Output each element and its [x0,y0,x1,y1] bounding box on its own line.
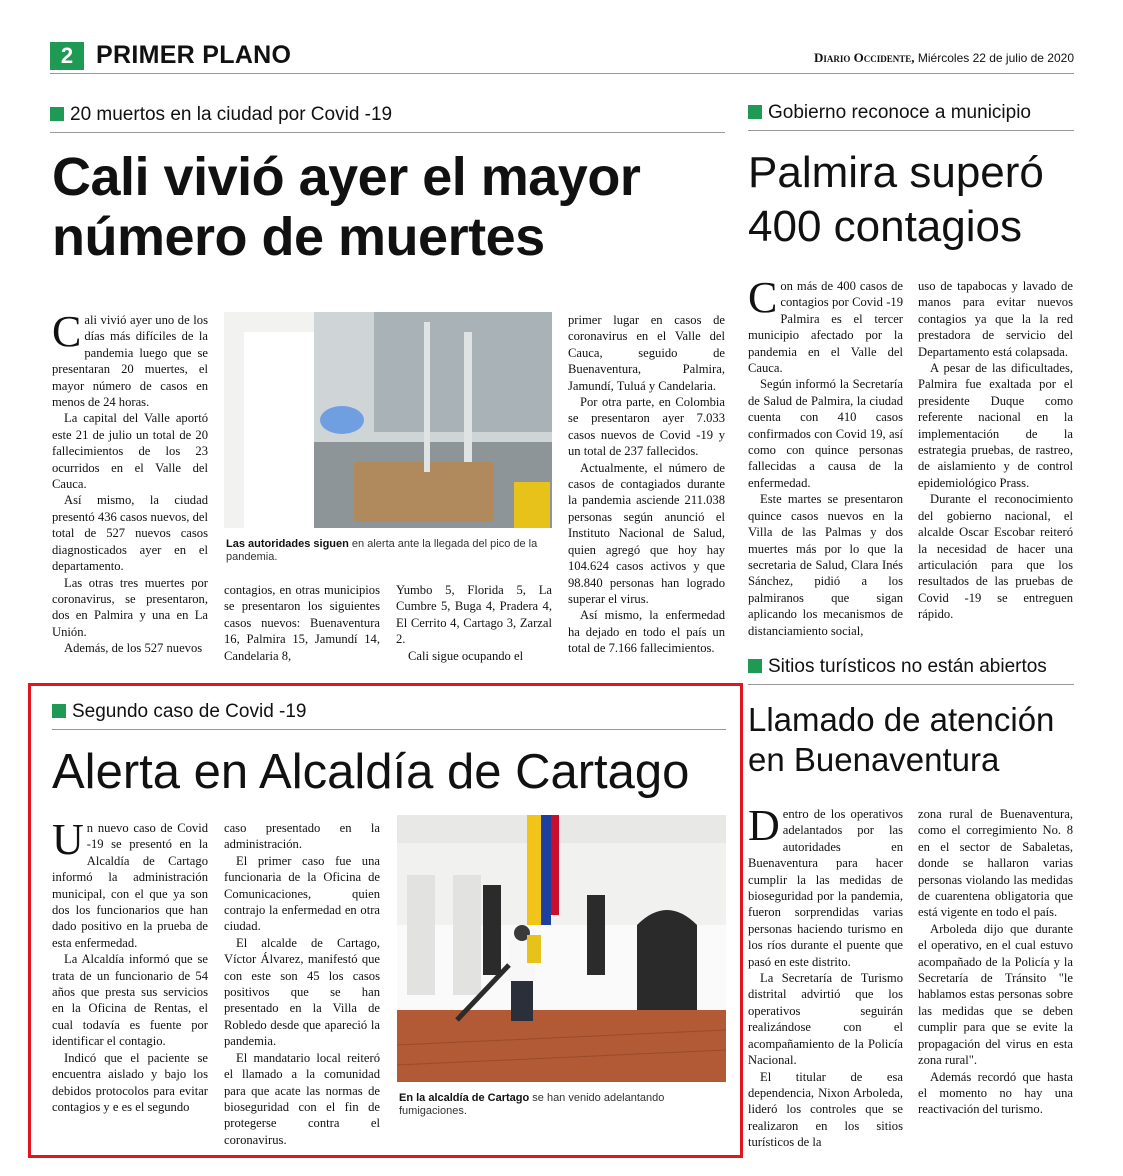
paragraph: Además recordó que hasta el momento no hay una reactivación del turismo. [918,1069,1073,1117]
cali-column-3 [396,582,552,664]
paragraph: Las otras tres muertes por coronavirus, se presentaron, dos en Palmira y una en La Unión. [52,575,208,639]
paragraph: Cali sigue ocupando el [408,648,524,663]
caption-lead: Las autoridades siguen [226,538,349,550]
paragraph: El titular de esa dependencia, Nixon Arboleda, lideró los controles que se realizaron en los sitios turísticos de la [748,1069,903,1150]
paragraph: Así mismo, la ciudad presentó 436 casos nuevos, del total de 527 nuevos casos diagnosticados ayer en el departamento. [52,493,208,574]
kicker-buenaventura [748,656,1074,685]
paragraph: zona rural de Buenaventura, como el corregimiento No. 8 en el sector de Sabaletas, donde se hallaron varias personas violando las medidas de cuarentena obligatoria que está vigente en todo el país. [918,807,1073,920]
paragraph: primer lugar en casos de coronavirus en el Valle del Cauca, seguido de Buenaventura, Palmira, Jamundí, Tuluá y Candelaria. [568,313,725,393]
caption-lab [226,538,552,564]
paragraph: n nuevo caso de Covid -19 se presentó en la Alcaldía de Cartago informó la administración municipal, con el que ya son dos los funcionarios que han dado positivo en la prueba de esta enfermedad. [52,821,208,950]
photo-fumigation [397,815,726,1082]
caption-text: en alerta ante la llegada del pico de la pandemia. [226,538,538,563]
paragraph: La Alcaldía informó que se trata de un funcionario de 54 años que presta sus servicios en la Oficina de Rentas, el cual todavía es fuente por identificar el contagio. [52,952,208,1049]
buenaventura-column-1 [748,801,903,1151]
kicker-text: Gobierno reconoce a municipio [768,102,1031,123]
caption-fumigation [399,1092,725,1118]
green-square-icon [52,704,66,718]
cali-column-4 [568,312,725,657]
paragraph: Yumbo 5, Florida 5, La Cumbre 5, Buga 4, Pradera 4, El Cerrito 4, Cartago 3, Zarzal 2. [396,583,552,647]
paragraph: Así mismo, la enfermedad ha dejado en todo el país un total de 7.166 fallecimientos. [568,608,725,656]
buenaventura-column-2 [918,806,1073,1118]
paragraph: El primer caso fue una funcionaria de la Oficina de Comunicaciones, quien contrajo la enfermedad en otra ciudad. [224,853,380,934]
paragraph: La capital del Valle aportó este 21 de julio un total de 20 fallecimientos de los 23 ocurridos en el Valle del Cauca. [52,411,208,492]
paragraph: Según informó la Secretaría de Salud de Palmira, la ciudad cuenta con 410 casos confirmados con Covid 19, así como con quince personas fallecidas a causa de la enfermedad. [748,377,903,490]
paragraph: Indicó que el paciente se encuentra aislado y bajo los debidos protocolos para evitar contagios y e es el segundo [52,1050,208,1114]
green-square-icon [748,659,762,673]
headline-palmira: Palmira superó 400 contagios [748,148,1044,251]
paragraph: Arboleda dijo que durante el operativo, en el cual estuvo acompañado de la Policía y la Secretaría de Tránsito "le hablamos estas personas sobre las medidas que se deben cumplir para que se evite la propagación del virus en esta zona rural". [918,921,1073,1068]
palmira-column-2 [918,278,1073,623]
kicker-text: 20 muertos en la ciudad por Covid -19 [70,104,393,125]
paragraph: Actualmente, el número de casos de contagiados durante la pandemia asciende 211.038 personas según anunció el Instituto Nacional de Salud, quien agregó que hoy hay 104.624 casos activos y que 98.840 personas han logrado superar el virus. [568,460,725,606]
paragraph: caso presentado en la administración. [224,821,380,852]
palmira-column-1 [748,273,903,639]
kicker-cartago [52,701,726,730]
caption-lead: En la alcaldía de Cartago [399,1092,530,1104]
paragraph: El mandatario local reiteró el llamado a la comunidad para que acate las normas de bioseguridad con el fin de protegerse contra el coronavirus. [224,1050,380,1147]
page-number: 2 [50,42,84,70]
kicker-text: Sitios turísticos no están abiertos [768,656,1047,677]
cartago-column-2 [224,820,380,1148]
paragraph: A pesar de las dificultades, Palmira fue exaltada por el presidente Duque como referente nacional en la implementación de la estrategia pruebas, de rastreo, de aislamiento y de control epidemiológico Prass. [918,361,1073,490]
headline-cali: Cali vivió ayer el mayor número de muertes [52,147,641,267]
dropcap: C [52,307,82,356]
masthead [814,50,1074,66]
paragraph: on más de 400 casos de contagios por Covid -19 Palmira es el tercer municipio afectado por la pandemia en el Valle del Cauca. [748,279,903,376]
kicker-palmira [748,102,1074,131]
green-square-icon [50,107,64,121]
kicker-text: Segundo caso de Covid -19 [72,701,307,722]
paragraph: Este martes se presentaron quince casos nuevos en la Villa de las Palmas y dos muertes más por lo que la secretaria de Salud, Clara Inés Sánchez, pidió a los palmiranos que sigan aplicando los mecanismos de distanciamiento social, [748,492,903,638]
paragraph: La Secretaría de Turismo distrital advirtió que los operativos seguirán realizándose con el acompañamiento de la Policía Nacional. [748,971,903,1068]
issue-date: Miércoles 22 de julio de 2020 [917,51,1074,65]
headline-cartago: Alerta en Alcaldía de Cartago [52,745,690,799]
section-title: PRIMER PLANO [96,41,292,69]
kicker-cali [50,104,725,133]
paragraph: Además, de los 527 nuevos [64,641,203,656]
paragraph: contagios, en otras municipios se presentaron los siguientes casos nuevos: Buenaventura 16, Palmira 15, Jamundí 14, Candelaria 8, [224,583,380,663]
headline-buenaventura: Llamado de atención en Buenaventura [748,701,1055,778]
paragraph: Durante el reconocimiento del gobierno nacional, el alcalde Oscar Escobar reiteró la necesidad de hacer una articulación para que los resultados de las pruebas de Covid -19 se entreguen rápido. [918,492,1073,622]
paragraph: ali vivió ayer uno de los días más difíciles de la pandemia luego que se presentaran 20 muertes, el mayor número de casos en menos de 24 horas. [52,313,208,410]
dropcap: D [748,801,780,850]
fumigation-photo-illustration [397,815,726,1082]
green-square-icon [748,105,762,119]
paragraph: El alcalde de Cartago, Víctor Álvarez, manifestó que con este son 45 los casos positivos que se han presentado en la Villa de Robledo desde que apareció la pandemia. [224,935,380,1049]
cali-column-1 [52,307,208,657]
page-header [50,40,1074,74]
caption-text: se han venido adelantando fumigaciones. [399,1092,665,1117]
cartago-column-1 [52,815,208,1115]
paragraph: entro de los operativos adelantados por las autoridades en Buenaventura para hacer cumplir la las medidas de bioseguridad por la pandemia, fueron sorprendidas varias personas haciendo turismo en los ríos durante el puente que pasó en este distrito. [748,807,903,969]
lab-photo-illustration [224,312,552,528]
photo-lab [224,312,552,528]
dropcap: C [748,273,778,322]
dropcap: U [52,815,84,864]
newspaper-name: Diario Occidente, [814,50,915,65]
paragraph: uso de tapabocas y lavado de manos para evitar nuevos contagios ya que la la red prestadora de servicio del Departamento está colapsada. [918,279,1073,359]
cali-column-2 [224,582,380,664]
paragraph: Por otra parte, en Colombia se presentaron ayer 7.033 casos nuevos de Covid -19 y un total de 237 fallecidos. [568,395,725,459]
